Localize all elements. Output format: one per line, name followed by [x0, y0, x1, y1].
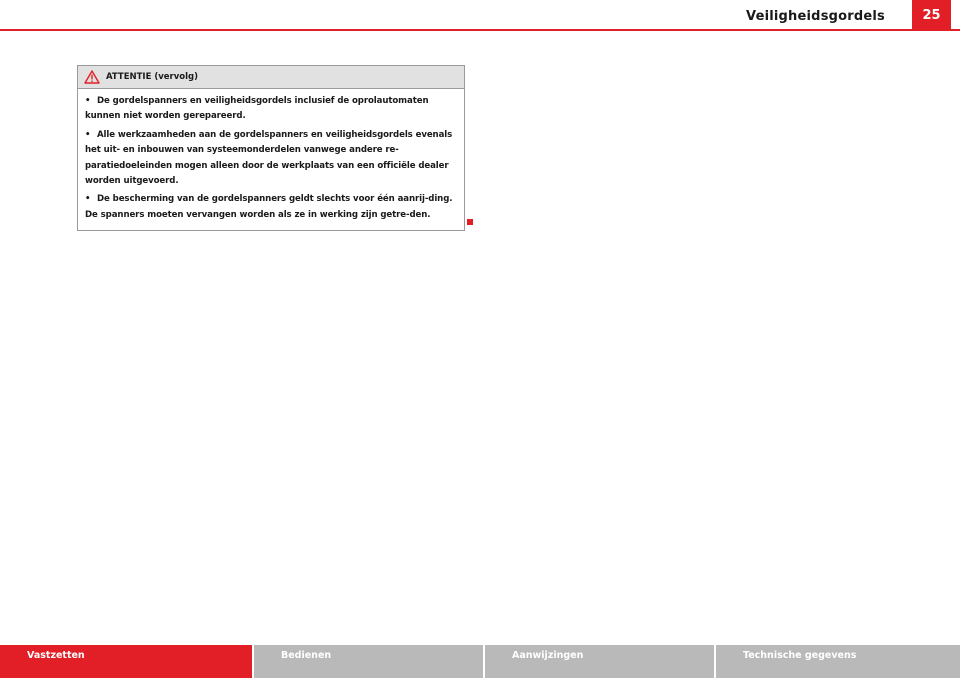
header-rule — [0, 29, 960, 31]
warning-body — [78, 89, 464, 223]
warning-triangle-icon — [84, 70, 100, 84]
warning-item-text: De bescherming van de gordelspanners geldt slechts voor één aanrij-ding. De spanners moeten vervangen worden als ze in werking zijn getre-den. — [85, 194, 453, 220]
warning-item — [85, 94, 457, 125]
bullet-icon: • — [85, 129, 91, 140]
warning-header — [78, 66, 464, 89]
warning-item-text: Alle werkzaamheden aan de gordelspanners en veiligheidsgordels evenals het uit- en inbouwen van systeemonderdelen vanwege andere re-paratiedoeleinden mogen alleen door de werkplaats van een officiële dealer worden uitgevoerd. — [85, 129, 453, 187]
bullet-icon: • — [85, 96, 91, 106]
page-number: 25 — [912, 0, 951, 31]
warning-title: ATTENTIE (vervolg) — [106, 72, 199, 82]
footer-tab-technische-gegevens[interactable]: Technische gegevens — [716, 645, 960, 678]
footer-tab-bedienen[interactable]: Bedienen — [254, 645, 485, 678]
warning-item — [85, 128, 457, 190]
warning-box — [77, 65, 465, 231]
warning-item — [85, 192, 457, 223]
footer-tab-aanwijzingen[interactable]: Aanwijzingen — [485, 645, 716, 678]
section-title: Veiligheidsgordels — [746, 9, 885, 24]
bullet-icon: • — [85, 194, 91, 205]
section-end-marker — [467, 219, 473, 225]
footer-tab-vastzetten[interactable]: Vastzetten — [0, 645, 254, 678]
warning-item-text: De gordelspanners en veiligheidsgordels inclusief de oprolautomaten kunnen niet worden gerepareerd. — [85, 96, 429, 122]
footer-nav — [0, 645, 960, 678]
